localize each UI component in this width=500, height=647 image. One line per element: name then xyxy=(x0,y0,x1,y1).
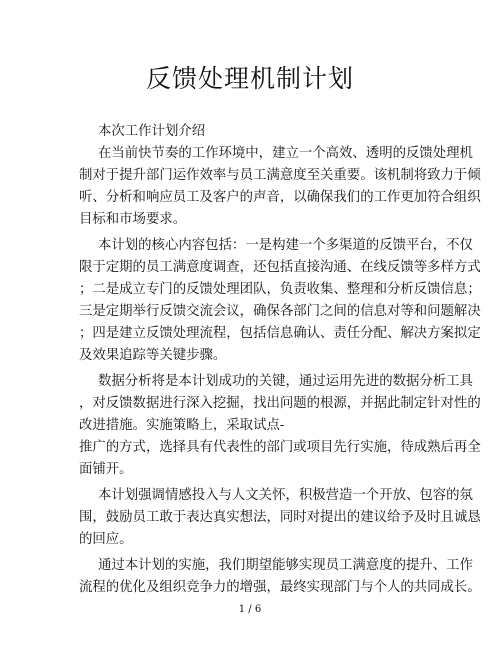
paragraph-line: 数据分析将是本计划成功的关键，通过运用先进的数据分析工具 xyxy=(98,374,473,389)
paragraph-line: 围，鼓励员工敢于表达真实想法，同时对提出的建议给予及时且诚恳 xyxy=(79,510,481,525)
paragraph-line: 流程的优化及组织竞争力的增强，最终实现部门与个人的共同成长。 xyxy=(79,580,481,595)
paragraph-line: 本计划强调情感投入与人文关怀，积极营造一个开放、包容的氛 xyxy=(98,488,473,503)
paragraph-line: 在当前快节奏的工作环境中，建立一个高效、透明的反馈处理机 xyxy=(98,146,473,161)
paragraph-line: 推广的方式，选择具有代表性的部门或项目先行实施，待成熟后再全 xyxy=(79,440,481,455)
paragraph-line: 目标和市场要求。 xyxy=(79,212,187,227)
document-title: 反馈处理机制计划 xyxy=(145,64,354,93)
paragraph-line: ；二是成立专门的反馈处理团队，负责收集、整理和分析反馈信息； xyxy=(79,282,481,297)
paragraph-line: 改进措施。实施策略上，采取试点- xyxy=(79,418,285,433)
page-number: 1 / 6 xyxy=(238,604,262,615)
paragraph-line: 的回应。 xyxy=(79,532,133,547)
paragraph-line: 制对于提升部门运作效率与员工满意度至关重要。该机制将致力于倾 xyxy=(79,168,481,183)
paragraph-line: 通过本计划的实施，我们期望能够实现员工满意度的提升、工作 xyxy=(98,558,473,573)
paragraph-line: 面铺开。 xyxy=(79,462,133,477)
paragraph-line: ；四是建立反馈处理流程，包括信息确认、责任分配、解决方案拟定 xyxy=(79,326,481,341)
paragraph-line: ，对反馈数据进行深入挖掘，找出问题的根源，并据此制定针对性的 xyxy=(79,396,481,411)
paragraph-line: 听、分析和响应员工及客户的声音，以确保我们的工作更加符合组织 xyxy=(79,190,481,205)
paragraph-line: 及效果追踪等关键步骤。 xyxy=(79,348,227,363)
paragraph-line: 限于定期的员工满意度调查，还包括直接沟通、在线反馈等多样方式 xyxy=(79,260,481,275)
paragraph-line: 本计划的核心内容包括：一是构建一个多渠道的反馈平台，不仅 xyxy=(98,238,473,253)
section-heading: 本次工作计划介绍 xyxy=(98,124,206,139)
paragraph-line: 三是定期举行反馈交流会议，确保各部门之间的信息对等和问题解决 xyxy=(79,304,481,319)
